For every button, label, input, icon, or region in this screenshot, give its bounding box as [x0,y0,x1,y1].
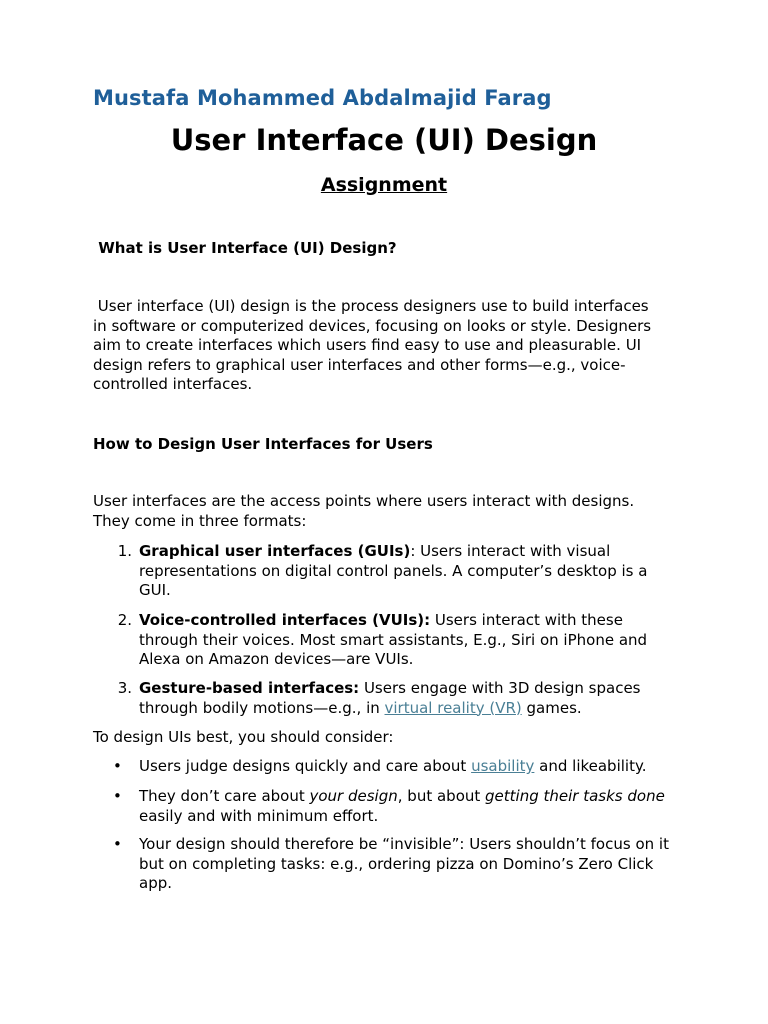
section-heading-what-is-ui: What is User Interface (UI) Design? [93,239,397,257]
list-marker: 3. [117,679,132,697]
list-marker: 1. [117,542,132,560]
bullet-marker: • [113,835,122,853]
document-subtitle: Assignment [320,174,448,196]
description-gesture-after: games. [521,698,582,717]
emphasis-getting-tasks-done: getting their tasks done [485,787,665,805]
document-title: User Interface (UI) Design [170,123,598,157]
emphasis-your-design: your design [309,787,398,805]
term-gui: Graphical user interfaces (GUIs) [139,542,411,560]
paragraph-formats-intro: User interfaces are the access points where users interact with designs. They come in three formats: [93,492,635,530]
term-vui: Voice-controlled interfaces (VUIs): [139,611,431,629]
description-vui: Users interact with these through their voices. Most smart assistants, E.g., Siri on iPhone and Alexa on Amazon devices—are VUIs. [139,611,648,668]
bullet-text-invisible: Your design should therefore be “invisible”: Users shouldn’t focus on it but on completing tasks: e.g., ordering pizza on Domino’s Zero Click app. [139,835,669,892]
paragraph-ui-definition: User interface (UI) design is the process designers use to build interfaces in software or computerized devices, focusing on looks or style. Designers aim to create interfaces which users find easy to use and pleasurable. UI design refers to graphical user interfaces and other forms—e.g., voice- controlled interfaces. [93,297,652,393]
bullet-marker: • [113,757,122,775]
section-heading-how-to-design: How to Design User Interfaces for Users [93,435,433,453]
link-usability[interactable]: usability [471,757,535,775]
paragraph-consider-intro: To design UIs best, you should consider: [93,728,394,746]
author-name: Mustafa Mohammed Abdalmajid Farag [93,86,552,110]
description-gesture-before: Users engage with 3D design spaces through bodily motions—e.g., in [139,679,641,717]
list-marker: 2. [117,611,132,629]
term-gesture: Gesture-based interfaces: [139,679,360,697]
bullet-marker: • [113,787,122,805]
description-gui: : Users interact with visual representations on digital control panels. A computer’s desktop is a GUI. [139,542,648,599]
link-virtual-reality[interactable]: virtual reality (VR) [384,698,522,717]
